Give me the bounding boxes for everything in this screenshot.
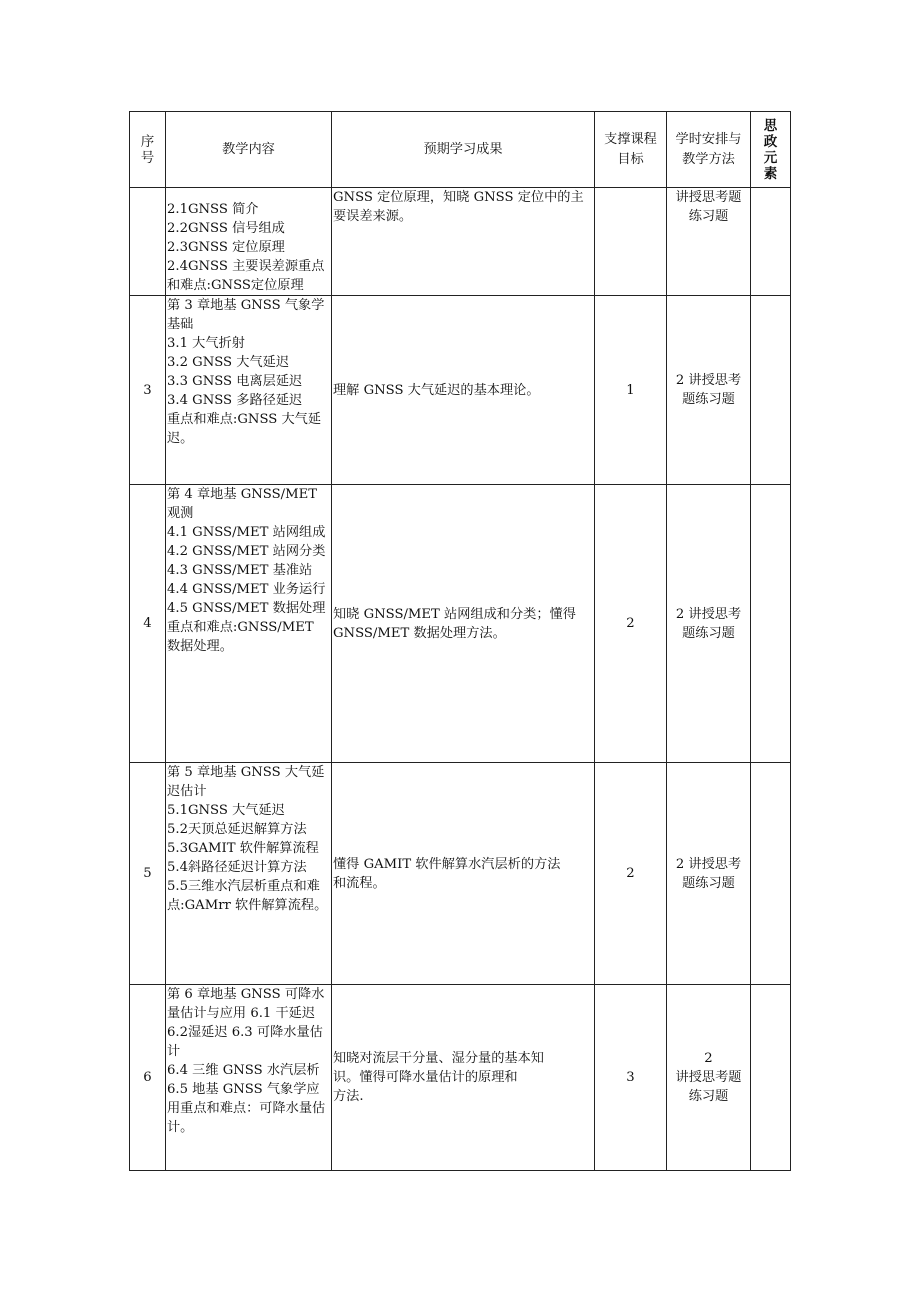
- row-hours: 2 讲授思考题 练习题: [667, 985, 751, 1171]
- header-hours: 学时安排与 教学方法: [667, 112, 751, 188]
- row-sizheng: [751, 296, 791, 485]
- row-hours: 讲授思考题 练习题: [667, 188, 751, 296]
- row-goal: 3: [595, 985, 667, 1171]
- row-no: [130, 188, 166, 296]
- row-outcome: 懂得 GAMIT 软件解算水汽层析的方法 和流程。: [332, 763, 595, 985]
- row-outcome: 知晓 GNSS/MET 站网组成和分类；懂得 GNSS/MET 数据处理方法。: [332, 485, 595, 763]
- row-content: 第 4 章地基 GNSS/MET 观测 4.1 GNSS/MET 站网组成 4.2 GNSS/MET 站网分类 4.3 GNSS/MET 基准站 4.4 GNSS/MET 业务运行 4.5 GNSS/MET 数据处理 重点和难点:GNSS/MET 数据处理。: [166, 485, 332, 763]
- row-sizheng: [751, 485, 791, 763]
- table-row: [130, 296, 791, 485]
- table-row: [130, 985, 791, 1171]
- header-content: 教学内容: [166, 112, 332, 188]
- row-content: 第 6 章地基 GNSS 可降水量估计与应用 6.1 干延迟 6.2湿延迟 6.3 可降水量估计 6.4 三维 GNSS 水汽层析 6.5 地基 GNSS 气象学应用重点和难点：可降水量估计。: [166, 985, 332, 1171]
- row-goal: 2: [595, 763, 667, 985]
- row-outcome: 理解 GNSS 大气延迟的基本理论。: [332, 296, 595, 485]
- row-sizheng: [751, 985, 791, 1171]
- table-row: [130, 188, 791, 296]
- header-outcome: 预期学习成果: [332, 112, 595, 188]
- row-hours: 2 讲授思考 题练习题: [667, 485, 751, 763]
- header-row: [130, 112, 791, 188]
- row-sizheng: [751, 188, 791, 296]
- row-sizheng: [751, 763, 791, 985]
- header-sizheng: 思政元素: [751, 112, 791, 188]
- row-content: 第 5 章地基 GNSS 大气延迟估计 5.1GNSS 大气延迟 5.2天顶总延迟解算方法 5.3GAMIT 软件解算流程 5.4斜路径延迟计算方法 5.5三维水汽层析重点和难点:GAMrr 软件解算流程。: [166, 763, 332, 985]
- row-no: 3: [130, 296, 166, 485]
- table-row: [130, 485, 791, 763]
- row-content: 第 3 章地基 GNSS 气象学基础 3.1 大气折射 3.2 GNSS 大气延迟 3.3 GNSS 电离层延迟 3.4 GNSS 多路径延迟 重点和难点:GNSS 大气延迟。: [166, 296, 332, 485]
- syllabus-table: [129, 111, 791, 1171]
- row-hours: 2 讲授思考 题练习题: [667, 296, 751, 485]
- table-row: [130, 763, 791, 985]
- row-no: 4: [130, 485, 166, 763]
- row-outcome: 知晓对流层干分量、湿分量的基本知 识。懂得可降水量估计的原理和 方法.: [332, 985, 595, 1171]
- header-goal: 支撑课程 目标: [595, 112, 667, 188]
- row-goal: 1: [595, 296, 667, 485]
- row-no: 6: [130, 985, 166, 1171]
- row-content: 2.1GNSS 简介 2.2GNSS 信号组成 2.3GNSS 定位原理 2.4GNSS 主要误差源重点和难点:GNSS定位原理: [166, 188, 332, 296]
- row-outcome: GNSS 定位原理，知晓 GNSS 定位中的主要误差来源。: [332, 188, 595, 296]
- row-hours: 2 讲授思考 题练习题: [667, 763, 751, 985]
- row-goal: [595, 188, 667, 296]
- row-goal: 2: [595, 485, 667, 763]
- row-no: 5: [130, 763, 166, 985]
- header-no: 序号: [130, 112, 166, 188]
